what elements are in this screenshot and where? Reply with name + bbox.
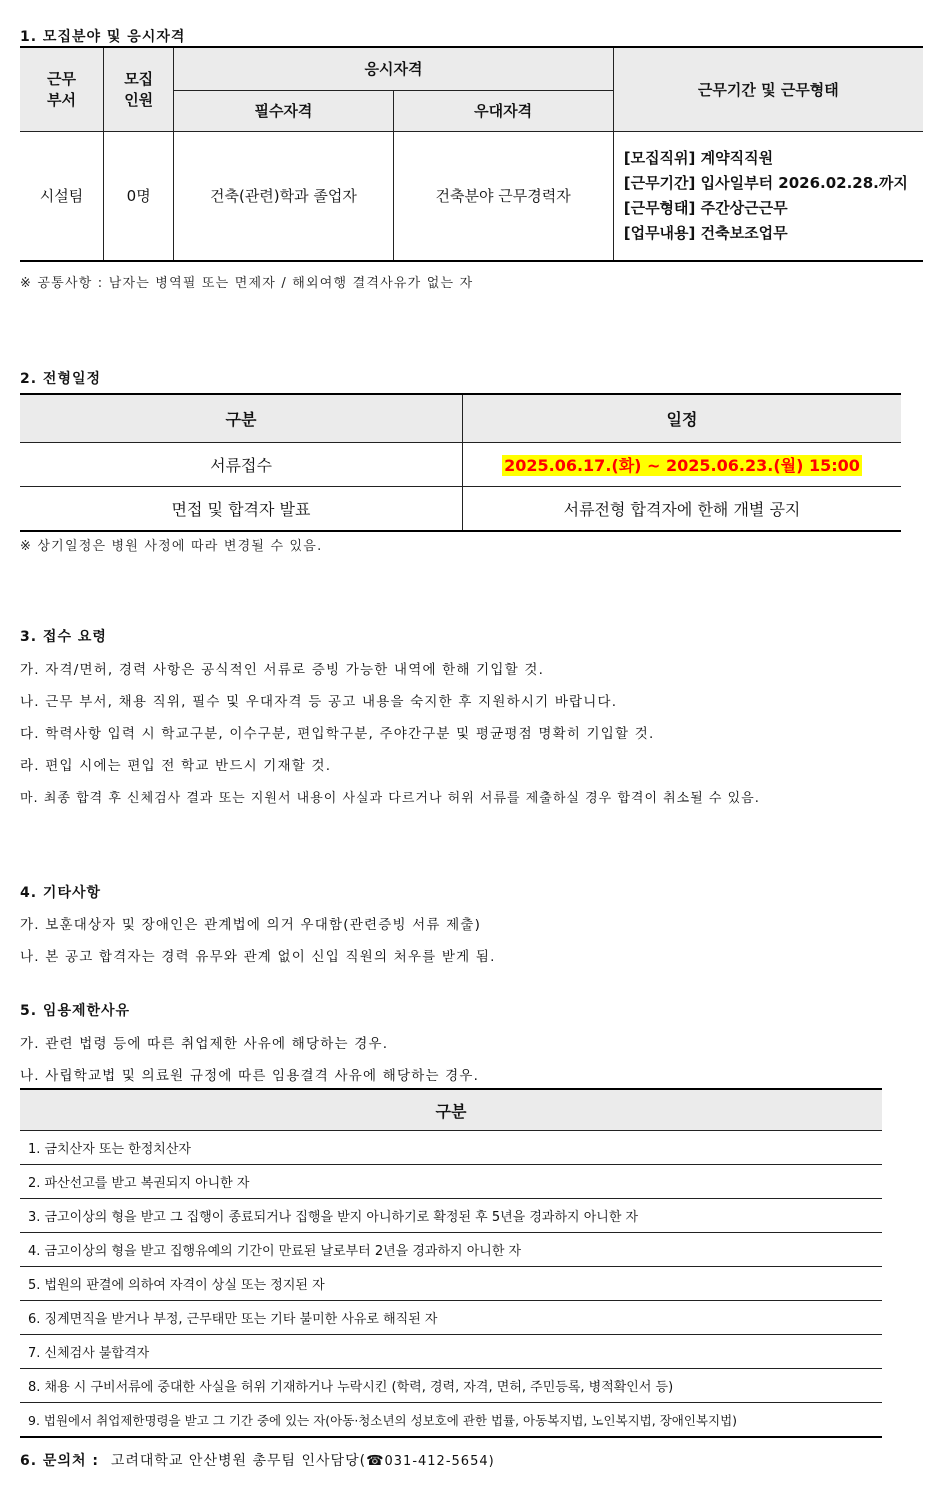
restriction-row: 7. 신체검사 불합격자 <box>20 1335 882 1369</box>
count-value: 0명 <box>104 131 174 261</box>
section-2-title: 2. 전형일정 <box>20 371 102 387</box>
restriction-row: 4. 금고이상의 형을 받고 집행유예의 기간이 만료된 날로부터 2년을 경과하지 아니한 자 <box>20 1233 882 1267</box>
dept-value: 시설팀 <box>20 131 104 261</box>
schedule-row-type: 서류접수 <box>20 443 463 487</box>
contact-text: 고려대학교 안산병원 총무팀 인사담당( <box>110 1453 367 1469</box>
restriction-row: 8. 채용 시 구비서류에 중대한 사실을 허위 기재하거나 누락시킨 (학력, 경력, 자격, 면허, 주민등록, 병적확인서 등) <box>20 1369 882 1403</box>
restriction-table <box>20 1088 882 1438</box>
phone-number: 031-412-5654) <box>384 1454 495 1469</box>
schedule-header-date: 일정 <box>463 394 902 443</box>
required-value: 건축(관련)학과 졸업자 <box>174 131 393 261</box>
schedule-row-type: 면접 및 합격자 발표 <box>20 487 463 532</box>
header-preferred: 우대자격 <box>393 90 613 131</box>
restriction-header: 구분 <box>20 1089 882 1131</box>
section-6-title: 6. 문의처 : <box>20 1453 99 1469</box>
apply-item: 마. 최종 합격 후 신체검사 결과 또는 지원서 내용이 사실과 다르거나 허위 서류를 제출하실 경우 합격이 취소될 수 있음. <box>20 791 760 806</box>
highlighted-date: 2025.06.17.(화) ~ 2025.06.23.(월) 15:00 <box>504 456 860 475</box>
recruitment-table <box>20 46 923 262</box>
etc-item: 나. 본 공고 합격자는 경력 유무와 관계 없이 신입 직원의 처우를 받게 됨. <box>20 949 496 965</box>
restriction-row: 1. 금치산자 또는 한정치산자 <box>20 1131 882 1165</box>
apply-item: 다. 학력사항 입력 시 학교구분, 이수구분, 편입학구분, 주야간구분 및 평균평점 명확히 기입할 것. <box>20 726 655 742</box>
header-period: 근무기간 및 근무형태 <box>613 47 923 131</box>
apply-item: 라. 편입 시에는 편입 전 학교 반드시 기재할 것. <box>20 758 332 774</box>
condition-period: [근무기간] 입사일부터 2026.02.28.까지 <box>623 173 908 192</box>
restriction-row: 6. 징계면직을 받거나 부정, 근무태만 또는 기타 불미한 사유로 해직된 자 <box>20 1301 882 1335</box>
section-3-title: 3. 접수 요령 <box>20 629 107 645</box>
section-1-note: ※ 공통사항 : 남자는 병역필 또는 면제자 / 해외여행 결격사유가 없는 자 <box>20 276 474 291</box>
section-2-note: ※ 상기일정은 병원 사정에 따라 변경될 수 있음. <box>20 539 323 554</box>
apply-item: 가. 자격/면허, 경력 사항은 공식적인 서류로 증빙 가능한 내역에 한해 기입할 것. <box>20 662 545 678</box>
header-dept: 근무 부서 <box>20 47 104 131</box>
condition-duty: [업무내용] 건축보조업무 <box>623 223 788 242</box>
etc-item: 가. 보훈대상자 및 장애인은 관계법에 의거 우대함(관련증빙 서류 제출) <box>20 917 482 933</box>
restriction-row: 3. 금고이상의 형을 받고 그 집행이 종료되거나 집행을 받지 아니하기로 확정된 후 5년을 경과하지 아니한 자 <box>20 1199 882 1233</box>
preferred-value: 건축분야 근무경력자 <box>393 131 613 261</box>
restriction-item: 가. 관련 법령 등에 따른 취업제한 사유에 해당하는 경우. <box>20 1036 389 1052</box>
schedule-row-date <box>463 443 902 487</box>
telephone-icon: ☎ <box>366 1453 385 1469</box>
condition-position: [모집직위] 계약직직원 <box>623 148 774 167</box>
schedule-row-date: 서류전형 합격자에 한해 개별 공지 <box>463 487 902 532</box>
restriction-row: 9. 법원에서 취업제한명령을 받고 그 기간 중에 있는 자(아동·청소년의 성보호에 관한 법률, 아동복지법, 노인복지법, 장애인복지법) <box>20 1403 882 1438</box>
restriction-row: 2. 파산선고를 받고 복권되지 아니한 자 <box>20 1165 882 1199</box>
section-1-title: 1. 모집분야 및 응시자격 <box>20 29 186 45</box>
condition-type: [근무형태] 주간상근근무 <box>623 198 788 217</box>
conditions-cell <box>613 131 923 261</box>
restriction-item: 나. 사립학교법 및 의료원 규정에 따른 임용결격 사유에 해당하는 경우. <box>20 1068 480 1084</box>
schedule-header-type: 구분 <box>20 394 463 443</box>
schedule-table <box>20 393 901 532</box>
header-qualification: 응시자격 <box>174 47 613 90</box>
section-4-title: 4. 기타사항 <box>20 885 102 901</box>
header-required: 필수자격 <box>174 90 393 131</box>
header-count: 모집 인원 <box>104 47 174 131</box>
restriction-row: 5. 법원의 판결에 의하여 자격이 상실 또는 정지된 자 <box>20 1267 882 1301</box>
section-5-title: 5. 임용제한사유 <box>20 1003 131 1019</box>
contact-line <box>20 1450 495 1470</box>
apply-item: 나. 근무 부서, 채용 직위, 필수 및 우대자격 등 공고 내용을 숙지한 후 지원하시기 바랍니다. <box>20 694 618 710</box>
